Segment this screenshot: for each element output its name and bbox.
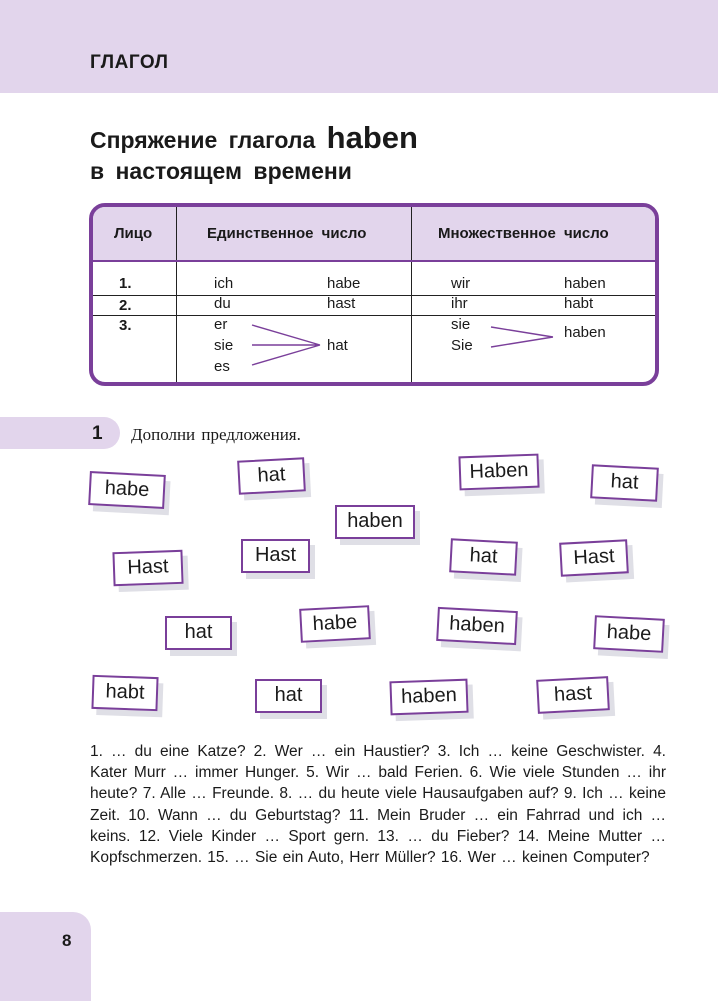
section-title: ГЛАГОЛ [90,52,169,73]
pronoun: ihr [451,295,468,312]
word-card: hat [237,457,306,494]
word-card: hast [536,676,610,714]
row-divider [93,315,655,316]
pronoun: Sie [451,337,473,354]
row-number: 3. [119,317,132,334]
page-number: 8 [62,931,72,950]
page-heading [90,122,418,187]
word-card: hat [449,538,518,575]
word-card: haben [389,679,468,716]
word-card: hat [590,464,659,501]
word-card: habe [88,471,166,509]
verb-form: haben [564,324,606,341]
pronoun: ich [214,275,234,292]
word-card: Hast [241,539,310,573]
pronoun: wir [451,275,471,292]
word-card: habe [593,615,665,653]
word-card: habt [91,675,158,711]
exercise-sentences: 1. … du eine Katze? 2. Wer … ein Haustier? 3. Ich … keine Geschwister. 4. Kater Murr … immer Hunger. 5. Wir … bald Ferien. 6. Wie viele Stunden … ihr heute? 7. Alle … Freunde. 8. … du heute viele Hausaufgaben auf? 9. Ich … keine Zeit. 10. Wann … du Geburtstag? 11. Mein Bruder … ein Fahrrad und ich … keins. 12. Viele Kinder … Sport gern. 13. … du Fieber? 14. Meine Mutter … Kopfschmerzen. 15. … Sie ein Auto, Herr Müller? 16. Wer … keinen Computer? [90,743,666,867]
word-card: haben [335,505,415,539]
singular-converging-arrows [250,321,330,367]
pronoun: du [214,295,231,312]
verb-form: hast [327,295,356,312]
verb-form: haben [564,275,606,292]
word-card: hat [255,679,322,713]
pronoun: sie [451,316,471,333]
word-card: hat [165,616,232,650]
plural-converging-arrows [489,321,559,351]
heading-line1: Спряжение глагола [90,127,316,153]
word-card: Haben [458,454,539,491]
pronoun: sie [214,337,234,354]
verb-form: habe [327,275,361,292]
page-tab [0,912,91,1001]
header-band [0,0,718,93]
header-person: Лицо [114,225,153,242]
heading-line2: в настоящем времени [90,158,352,184]
task-number: 1 [92,423,103,444]
word-card: haben [436,607,518,645]
row-number: 1. [119,275,132,292]
task-instruction: Дополни предложения. [131,425,301,444]
verb-form: habt [564,295,594,312]
pronoun: er [214,316,228,333]
conjugation-table [89,203,659,386]
word-card: Hast [112,550,183,586]
word-card: Hast [559,539,629,577]
header-divider [93,260,655,262]
header-singular: Единственное число [207,225,367,242]
word-card: habe [299,605,371,643]
header-plural: Множественное число [438,225,609,242]
verb-form: hat [327,337,348,354]
row-number: 2. [119,297,132,314]
pronoun: es [214,358,230,375]
heading-verb: haben [326,120,418,155]
